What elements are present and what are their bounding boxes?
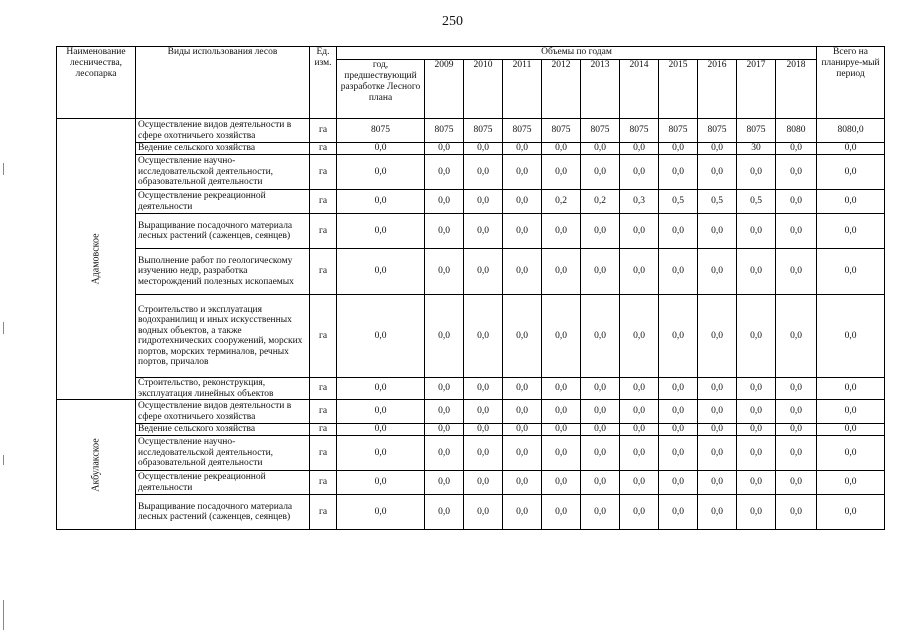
value-cell: 0,0	[581, 424, 620, 436]
value-cell: 0,0	[698, 155, 737, 190]
value-cell: 0,0	[503, 400, 542, 424]
value-cell: 8075	[581, 119, 620, 143]
value-cell: 0,0	[776, 214, 817, 249]
total-cell: 0,0	[817, 495, 885, 530]
value-cell: 0,0	[464, 378, 503, 400]
value-cell: 0,0	[337, 400, 425, 424]
value-cell: 0,0	[581, 295, 620, 378]
value-cell: 0,0	[542, 214, 581, 249]
value-cell: 0,0	[659, 378, 698, 400]
value-cell: 0,0	[698, 471, 737, 495]
value-cell: 0,3	[620, 190, 659, 214]
value-cell: 0,0	[737, 249, 776, 295]
unit-cell: га	[310, 400, 337, 424]
value-cell: 0,0	[542, 249, 581, 295]
table-row	[57, 155, 885, 190]
activity-cell: Осуществление видов деятельности в сфере охотничьего хозяйства	[136, 400, 310, 424]
value-cell: 8075	[425, 119, 464, 143]
value-cell: 0,0	[464, 400, 503, 424]
value-cell: 0,0	[776, 190, 817, 214]
value-cell: 8075	[659, 119, 698, 143]
value-cell: 0,0	[581, 495, 620, 530]
value-cell: 0,0	[581, 471, 620, 495]
activity-cell: Выполнение работ по геологическому изучению недр, разработка месторождений полезных ископаемых	[136, 249, 310, 295]
value-cell: 0,0	[337, 378, 425, 400]
page-number: 250	[442, 14, 463, 29]
value-cell: 0,0	[737, 471, 776, 495]
header-year: 2011	[503, 60, 542, 119]
value-cell: 0,0	[337, 155, 425, 190]
value-cell: 0,0	[425, 295, 464, 378]
unit-cell: га	[310, 249, 337, 295]
value-cell: 0,0	[659, 400, 698, 424]
activity-cell: Осуществление рекреационной деятельности	[136, 471, 310, 495]
total-cell: 0,0	[817, 155, 885, 190]
value-cell: 0,0	[542, 400, 581, 424]
total-cell: 0,0	[817, 424, 885, 436]
value-cell: 30	[737, 143, 776, 155]
value-cell: 0,0	[464, 495, 503, 530]
unit-cell: га	[310, 190, 337, 214]
value-cell: 8075	[620, 119, 659, 143]
value-cell: 0,2	[581, 190, 620, 214]
value-cell: 0,0	[776, 495, 817, 530]
value-cell: 0,0	[698, 436, 737, 471]
value-cell: 0,0	[737, 295, 776, 378]
value-cell: 0,0	[542, 155, 581, 190]
activity-cell: Осуществление научно-исследовательской деятельности, образовательной деятельности	[136, 155, 310, 190]
table-row	[57, 190, 885, 214]
value-cell: 0,0	[464, 295, 503, 378]
value-cell: 0,0	[620, 378, 659, 400]
table-row	[57, 400, 885, 424]
value-cell: 0,0	[659, 143, 698, 155]
header-forestry: Наименование лесничества, лесопарка	[57, 47, 136, 119]
unit-cell: га	[310, 155, 337, 190]
value-cell: 0,0	[776, 471, 817, 495]
value-cell: 0,0	[698, 214, 737, 249]
value-cell: 0,0	[698, 295, 737, 378]
value-cell: 0,0	[425, 249, 464, 295]
value-cell: 0,0	[464, 436, 503, 471]
value-cell: 0,0	[337, 190, 425, 214]
activity-cell: Осуществление научно-исследовательской деятельности, образовательной деятельности	[136, 436, 310, 471]
value-cell: 0,0	[620, 400, 659, 424]
value-cell: 0,0	[737, 436, 776, 471]
header-year: 2010	[464, 60, 503, 119]
value-cell: 0,0	[698, 249, 737, 295]
table-row	[57, 471, 885, 495]
table-row	[57, 249, 885, 295]
value-cell: 0,0	[425, 190, 464, 214]
value-cell: 0,0	[503, 249, 542, 295]
total-cell: 0,0	[817, 295, 885, 378]
value-cell: 0,0	[581, 436, 620, 471]
header-year: 2015	[659, 60, 698, 119]
value-cell: 0,0	[542, 495, 581, 530]
value-cell: 0,0	[776, 400, 817, 424]
activity-cell: Выращивание посадочного материала лесных растений (саженцев, сеянцев)	[136, 214, 310, 249]
activity-cell: Ведение сельского хозяйства	[136, 424, 310, 436]
value-cell: 0,0	[464, 214, 503, 249]
value-cell: 0,0	[425, 143, 464, 155]
header-year: 2014	[620, 60, 659, 119]
value-cell: 0,0	[503, 495, 542, 530]
header-volumes: Объемы по годам	[337, 47, 817, 60]
value-cell: 0,0	[698, 495, 737, 530]
value-cell: 0,0	[425, 214, 464, 249]
value-cell: 0,0	[698, 400, 737, 424]
value-cell: 0,0	[581, 400, 620, 424]
value-cell: 0,0	[464, 471, 503, 495]
value-cell: 0,0	[425, 495, 464, 530]
value-cell: 0,0	[776, 436, 817, 471]
value-cell: 0,0	[503, 436, 542, 471]
value-cell: 0,0	[659, 214, 698, 249]
value-cell: 0,0	[542, 143, 581, 155]
value-cell: 0,0	[581, 214, 620, 249]
value-cell: 0,0	[425, 155, 464, 190]
value-cell: 0,0	[620, 143, 659, 155]
value-cell: 8075	[542, 119, 581, 143]
value-cell: 8075	[464, 119, 503, 143]
value-cell: 0,0	[464, 190, 503, 214]
value-cell: 0,0	[542, 295, 581, 378]
value-cell: 0,0	[581, 249, 620, 295]
activity-cell: Осуществление рекреационной деятельности	[136, 190, 310, 214]
value-cell: 0,0	[581, 155, 620, 190]
total-cell: 0,0	[817, 249, 885, 295]
value-cell: 0,0	[503, 190, 542, 214]
value-cell: 0,0	[503, 471, 542, 495]
unit-cell: га	[310, 378, 337, 400]
value-cell: 0,0	[503, 424, 542, 436]
value-cell: 0,0	[337, 424, 425, 436]
activity-cell: Строительство, реконструкция, эксплуатация линейных объектов	[136, 378, 310, 400]
value-cell: 0,0	[425, 400, 464, 424]
total-cell: 0,0	[817, 143, 885, 155]
value-cell: 8075	[337, 119, 425, 143]
value-cell: 0,0	[620, 155, 659, 190]
value-cell: 0,0	[503, 155, 542, 190]
value-cell: 0,0	[464, 143, 503, 155]
value-cell: 0,0	[620, 424, 659, 436]
table-row	[57, 119, 885, 143]
value-cell: 0,0	[337, 214, 425, 249]
unit-cell: га	[310, 295, 337, 378]
value-cell: 0,0	[737, 400, 776, 424]
value-cell: 0,0	[776, 155, 817, 190]
value-cell: 8075	[698, 119, 737, 143]
forestry-name-cell	[57, 400, 136, 530]
total-cell: 0,0	[817, 190, 885, 214]
value-cell: 0,0	[620, 471, 659, 495]
value-cell: 0,0	[542, 424, 581, 436]
value-cell: 0,0	[503, 143, 542, 155]
activity-cell: Ведение сельского хозяйства	[136, 143, 310, 155]
value-cell: 0,5	[698, 190, 737, 214]
header-usage: Виды использования лесов	[136, 47, 310, 119]
table-row	[57, 424, 885, 436]
value-cell: 0,0	[337, 249, 425, 295]
unit-cell: га	[310, 143, 337, 155]
value-cell: 0,0	[503, 378, 542, 400]
value-cell: 0,0	[698, 143, 737, 155]
value-cell: 0,0	[425, 424, 464, 436]
value-cell: 0,0	[698, 424, 737, 436]
value-cell: 0,0	[776, 295, 817, 378]
unit-cell: га	[310, 495, 337, 530]
forestry-name: Акбулакское	[90, 437, 102, 492]
table-row	[57, 295, 885, 378]
value-cell: 0,0	[337, 495, 425, 530]
header-year: 2017	[737, 60, 776, 119]
value-cell: 0,0	[737, 214, 776, 249]
unit-cell: га	[310, 471, 337, 495]
table-row	[57, 214, 885, 249]
forest-usage-table	[56, 46, 885, 530]
total-cell: 0,0	[817, 378, 885, 400]
total-cell: 0,0	[817, 214, 885, 249]
margin-mark	[3, 322, 4, 334]
value-cell: 0,0	[659, 436, 698, 471]
value-cell: 0,0	[659, 471, 698, 495]
table-row	[57, 436, 885, 471]
value-cell: 0,0	[581, 378, 620, 400]
value-cell: 0,0	[776, 249, 817, 295]
value-cell: 0,0	[737, 495, 776, 530]
value-cell: 0,0	[776, 143, 817, 155]
table-row	[57, 495, 885, 530]
header-unit: Ед. изм.	[310, 47, 337, 119]
header-year: 2009	[425, 60, 464, 119]
value-cell: 0,2	[542, 190, 581, 214]
value-cell: 0,0	[659, 424, 698, 436]
value-cell: 0,0	[659, 495, 698, 530]
value-cell: 0,0	[425, 436, 464, 471]
value-cell: 0,0	[337, 436, 425, 471]
value-cell: 8075	[503, 119, 542, 143]
unit-cell: га	[310, 214, 337, 249]
unit-cell: га	[310, 424, 337, 436]
value-cell: 0,0	[659, 295, 698, 378]
value-cell: 0,0	[620, 436, 659, 471]
value-cell: 0,0	[620, 214, 659, 249]
value-cell: 0,0	[337, 295, 425, 378]
header-total: Всего на планируе-мый период	[817, 47, 885, 119]
total-cell: 0,0	[817, 471, 885, 495]
unit-cell: га	[310, 436, 337, 471]
value-cell: 0,0	[659, 155, 698, 190]
value-cell: 0,0	[698, 378, 737, 400]
value-cell: 0,0	[337, 143, 425, 155]
value-cell: 0,0	[776, 378, 817, 400]
value-cell: 0,0	[542, 436, 581, 471]
table-row	[57, 143, 885, 155]
table-row	[57, 378, 885, 400]
value-cell: 0,0	[425, 378, 464, 400]
activity-cell: Строительство и эксплуатация водохранилищ и иных искусственных водных объектов, а также гидротехнических сооружений, морских портов, морских терминалов, речных портов, причалов	[136, 295, 310, 378]
value-cell: 0,5	[737, 190, 776, 214]
total-cell: 0,0	[817, 436, 885, 471]
total-cell: 0,0	[817, 400, 885, 424]
value-cell: 0,0	[776, 424, 817, 436]
margin-mark	[3, 600, 4, 630]
margin-mark	[3, 163, 4, 175]
value-cell: 0,0	[337, 471, 425, 495]
header-year: 2013	[581, 60, 620, 119]
header-prev-year: год, предшествующий разработке Лесного плана	[337, 60, 425, 119]
value-cell: 0,0	[620, 249, 659, 295]
unit-cell: га	[310, 119, 337, 143]
value-cell: 8080	[776, 119, 817, 143]
value-cell: 0,0	[503, 295, 542, 378]
value-cell: 0,0	[737, 378, 776, 400]
activity-cell: Выращивание посадочного материала лесных растений (саженцев, сеянцев)	[136, 495, 310, 530]
value-cell: 0,0	[425, 471, 464, 495]
value-cell: 0,5	[659, 190, 698, 214]
value-cell: 0,0	[542, 471, 581, 495]
value-cell: 0,0	[464, 249, 503, 295]
value-cell: 0,0	[542, 378, 581, 400]
header-year: 2012	[542, 60, 581, 119]
value-cell: 0,0	[737, 424, 776, 436]
header-year: 2018	[776, 60, 817, 119]
value-cell: 0,0	[464, 424, 503, 436]
value-cell: 0,0	[503, 214, 542, 249]
value-cell: 0,0	[620, 495, 659, 530]
value-cell: 8075	[737, 119, 776, 143]
value-cell: 0,0	[464, 155, 503, 190]
margin-mark	[3, 455, 4, 465]
total-cell: 8080,0	[817, 119, 885, 143]
activity-cell: Осуществление видов деятельности в сфере охотничьего хозяйства	[136, 119, 310, 143]
forestry-name: Адамовское	[90, 233, 102, 285]
forestry-name-cell	[57, 119, 136, 400]
value-cell: 0,0	[737, 155, 776, 190]
header-year: 2016	[698, 60, 737, 119]
value-cell: 0,0	[620, 295, 659, 378]
value-cell: 0,0	[581, 143, 620, 155]
value-cell: 0,0	[659, 249, 698, 295]
